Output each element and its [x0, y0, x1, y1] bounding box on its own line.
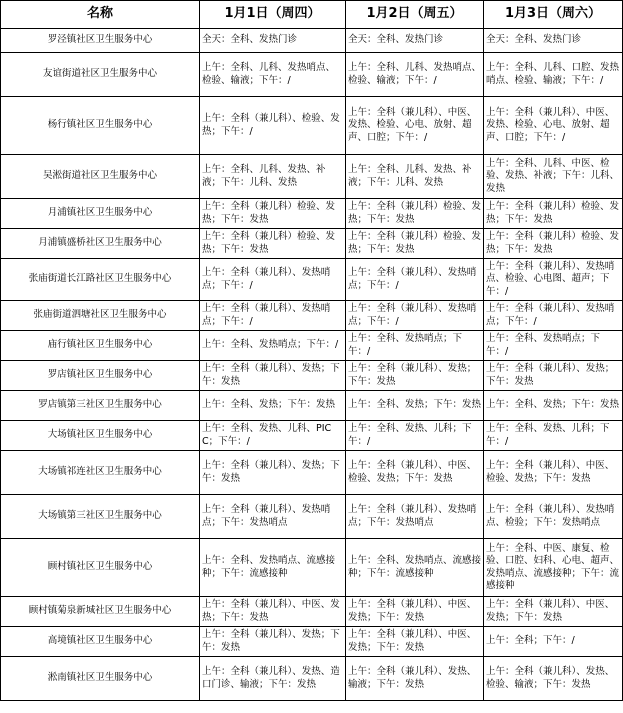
day-1-cell: 上午：全科（兼儿科）、检验、发热；下午：/ [200, 97, 346, 155]
day-1-cell: 上午：全科、儿科、发热、补液；下午：儿科、发热 [200, 155, 346, 199]
day-3-cell: 上午：全科、儿科、口腔、发热哨点、检验、输液；下午：/ [484, 53, 623, 97]
table-row [1, 451, 623, 495]
header-row [1, 1, 623, 29]
day-2-cell: 上午：全科、发热、儿科；下午：/ [346, 421, 484, 451]
table-row [1, 301, 623, 331]
table-row [1, 53, 623, 97]
day-3-cell: 上午：全科（兼儿科）检验、发热；下午：发热 [484, 229, 623, 259]
header-name: 名称 [1, 1, 200, 29]
center-name: 罗店镇社区卫生服务中心 [1, 361, 200, 391]
center-name: 月浦镇盛桥社区卫生服务中心 [1, 229, 200, 259]
center-name: 罗店镇第三社区卫生服务中心 [1, 391, 200, 421]
day-3-cell: 上午：全科（兼儿科）、中医、检验、发热；下午：发热 [484, 451, 623, 495]
day-1-cell: 上午：全科（兼儿科）检验、发热；下午：发热 [200, 229, 346, 259]
day-2-cell: 上午：全科（兼儿科）、发热哨点；下午：/ [346, 259, 484, 301]
day-2-cell: 上午：全科（兼儿科）检验、发热；下午：发热 [346, 199, 484, 229]
day-1-cell: 上午：全科、发热哨点、流感接种；下午：流感接种 [200, 539, 346, 597]
day-2-cell: 上午：全科（兼儿科）、中医、发热、检验、心电、放射、超声、口腔；下午：/ [346, 97, 484, 155]
day-3-cell: 上午：全科、发热、儿科；下午：/ [484, 421, 623, 451]
table-row [1, 495, 623, 539]
center-name: 大场镇第三社区卫生服务中心 [1, 495, 200, 539]
table-row [1, 391, 623, 421]
day-3-cell: 上午：全科（兼儿科）、中医、发热、检验、心电、放射、超声、口腔；下午：/ [484, 97, 623, 155]
day-3-cell: 上午：全科（兼儿科）检验、发热；下午：发热 [484, 199, 623, 229]
day-2-cell: 上午：全科（兼儿科）、中医、发热；下午：发热 [346, 627, 484, 657]
day-1-cell: 上午：全科（兼儿科）、发热哨点；下午：/ [200, 301, 346, 331]
day-3-cell: 上午：全科、发热；下午：发热 [484, 391, 623, 421]
day-3-cell: 上午：全科（兼儿科）、中医、发热；下午：发热 [484, 597, 623, 627]
day-2-cell: 上午：全科（兼儿科）检验、发热；下午：发热 [346, 229, 484, 259]
table-row [1, 539, 623, 597]
day-1-cell: 上午：全科（兼儿科）、发热；下午：发热 [200, 361, 346, 391]
center-name: 吴淞街道社区卫生服务中心 [1, 155, 200, 199]
day-1-cell: 上午：全科、儿科、发热哨点、检验、输液；下午：/ [200, 53, 346, 97]
center-name: 大场镇社区卫生服务中心 [1, 421, 200, 451]
day-2-cell: 上午：全科（兼儿科）、中医、发热；下午：发热 [346, 597, 484, 627]
table-row [1, 259, 623, 301]
table-row [1, 597, 623, 627]
center-name: 月浦镇社区卫生服务中心 [1, 199, 200, 229]
header-day-3: 1月3日（周六） [484, 1, 623, 29]
day-1-cell: 上午：全科（兼儿科）、发热；下午：发热 [200, 451, 346, 495]
table-row [1, 229, 623, 259]
day-3-cell: 上午：全科、发热哨点；下午：/ [484, 331, 623, 361]
center-name: 友谊街道社区卫生服务中心 [1, 53, 200, 97]
day-3-cell: 上午：全科（兼儿科）、发热；下午：发热 [484, 361, 623, 391]
day-1-cell: 上午：全科（兼儿科）、发热哨点；下午：/ [200, 259, 346, 301]
day-2-cell: 上午：全科（兼儿科）、中医、检验、发热；下午：发热 [346, 451, 484, 495]
table-row [1, 331, 623, 361]
day-2-cell: 上午：全科、儿科、发热哨点、检验、输液；下午：/ [346, 53, 484, 97]
center-name: 淞南镇社区卫生服务中心 [1, 657, 200, 701]
day-2-cell: 全天：全科、发热门诊 [346, 29, 484, 53]
center-name: 高境镇社区卫生服务中心 [1, 627, 200, 657]
day-3-cell: 上午：全科（兼儿科）、发热哨点；下午：/ [484, 301, 623, 331]
table-row [1, 97, 623, 155]
day-1-cell: 上午：全科（兼儿科）、发热哨点；下午：发热哨点 [200, 495, 346, 539]
center-name: 杨行镇社区卫生服务中心 [1, 97, 200, 155]
day-2-cell: 上午：全科、儿科、发热、补液；下午：儿科、发热 [346, 155, 484, 199]
day-3-cell: 上午：全科（兼儿科）、发热哨点、检验；下午：发热哨点 [484, 495, 623, 539]
day-3-cell: 上午：全科（兼儿科）、发热、检验、输液；下午：发热 [484, 657, 623, 701]
header-day-2: 1月2日（周五） [346, 1, 484, 29]
day-1-cell: 上午：全科（兼儿科）、中医、发热；下午：发热 [200, 597, 346, 627]
table-row [1, 155, 623, 199]
table-row [1, 361, 623, 391]
table-row [1, 657, 623, 701]
table-row [1, 199, 623, 229]
center-name: 罗泾镇社区卫生服务中心 [1, 29, 200, 53]
center-name: 张庙街道长江路社区卫生服务中心 [1, 259, 200, 301]
day-2-cell: 上午：全科、发热哨点；下午：/ [346, 331, 484, 361]
day-1-cell: 上午：全科、发热；下午：发热 [200, 391, 346, 421]
center-name: 张庙街道泗塘社区卫生服务中心 [1, 301, 200, 331]
day-3-cell: 全天：全科、发热门诊 [484, 29, 623, 53]
table-row [1, 421, 623, 451]
day-1-cell: 上午：全科（兼儿科）、发热、造口门诊、输液；下午：发热 [200, 657, 346, 701]
day-1-cell: 上午：全科（兼儿科）检验、发热；下午：发热 [200, 199, 346, 229]
day-2-cell: 上午：全科（兼儿科）、发热；下午：发热 [346, 361, 484, 391]
day-3-cell: 上午：全科（兼儿科）、发热哨点、检验、心电图、超声；下午：/ [484, 259, 623, 301]
day-1-cell: 上午：全科、发热、儿科、PICC；下午：/ [200, 421, 346, 451]
table-row [1, 29, 623, 53]
center-name: 大场镇祁连社区卫生服务中心 [1, 451, 200, 495]
day-3-cell: 上午：全科、中医、康复、检验、口腔、妇科、心电、超声、发热哨点、流感接种；下午：流感接种 [484, 539, 623, 597]
center-name: 庙行镇社区卫生服务中心 [1, 331, 200, 361]
day-2-cell: 上午：全科、发热；下午：发热 [346, 391, 484, 421]
header-day-1: 1月1日（周四） [200, 1, 346, 29]
day-2-cell: 上午：全科（兼儿科）、发热哨点；下午：发热哨点 [346, 495, 484, 539]
day-2-cell: 上午：全科、发热哨点、流感接种；下午：流感接种 [346, 539, 484, 597]
day-2-cell: 上午：全科（兼儿科）、发热、输液；下午：发热 [346, 657, 484, 701]
center-name: 顾村镇菊泉新城社区卫生服务中心 [1, 597, 200, 627]
day-1-cell: 上午：全科、发热哨点；下午：/ [200, 331, 346, 361]
day-1-cell: 全天：全科、发热门诊 [200, 29, 346, 53]
center-name: 顾村镇社区卫生服务中心 [1, 539, 200, 597]
day-2-cell: 上午：全科（兼儿科）、发热哨点；下午：/ [346, 301, 484, 331]
day-1-cell: 上午：全科（兼儿科）、发热；下午：发热 [200, 627, 346, 657]
day-3-cell: 上午：全科；下午：/ [484, 627, 623, 657]
day-3-cell: 上午：全科、儿科、中医、检验、发热、补液；下午：儿科、发热 [484, 155, 623, 199]
table-row [1, 627, 623, 657]
